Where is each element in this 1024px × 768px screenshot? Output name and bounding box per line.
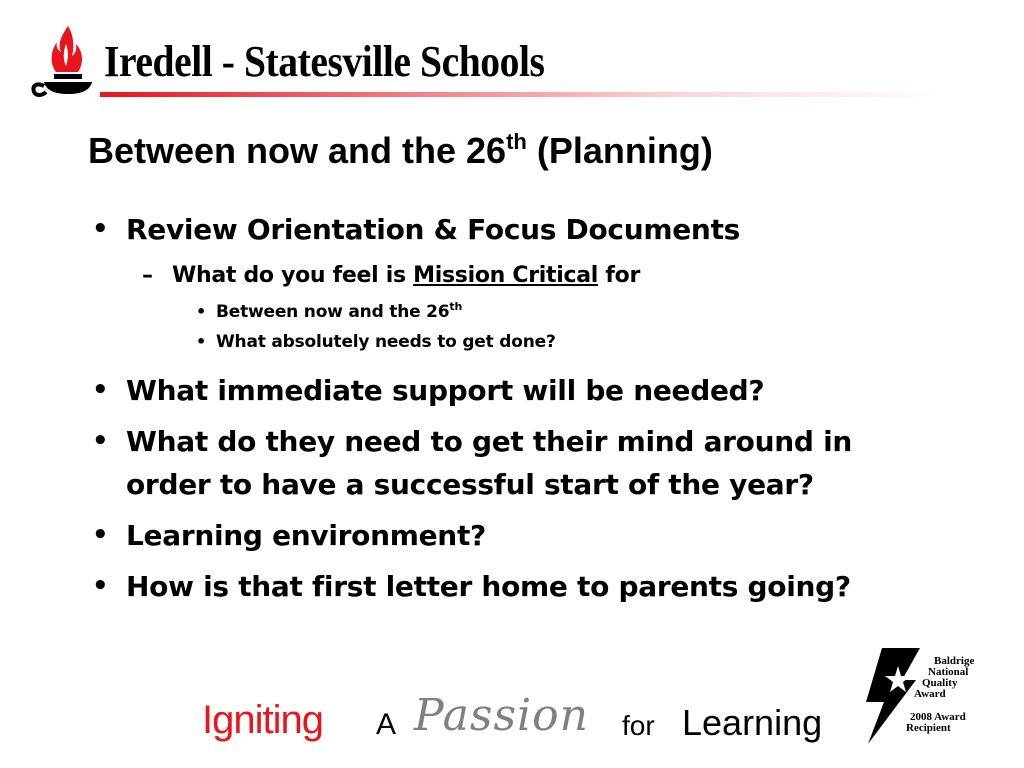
- bullet-dot-icon: •: [92, 571, 109, 601]
- bullet-dot-icon: •: [92, 375, 109, 405]
- bullet-list: [90, 208, 970, 616]
- bullet-dot-icon: •: [92, 520, 109, 550]
- award-line: Recipient: [906, 722, 951, 734]
- dash-icon: –: [142, 263, 153, 288]
- school-name: Iredell - Statesville Schools: [104, 37, 545, 86]
- title-text: Between now and the 26: [88, 130, 507, 171]
- bullet-dot-icon: •: [92, 426, 109, 456]
- bullet-group-1: [90, 208, 970, 357]
- sub-bullet-underlined: Mission Critical: [413, 263, 598, 288]
- sub-bullet-prefix: What do you feel is: [172, 263, 414, 288]
- slogan-a: A: [376, 708, 397, 741]
- bullet-dot-icon: •: [196, 302, 207, 321]
- bullet-text: What immediate support will be needed?: [126, 374, 765, 407]
- bullet-dot-icon: •: [196, 332, 207, 351]
- sub-sub-bullet-superscript: th: [449, 300, 463, 313]
- sub-bullet-item: [90, 259, 970, 293]
- award-line: Baldrige: [934, 655, 975, 667]
- bullet-text: Learning environment?: [126, 519, 486, 552]
- title-superscript: th: [506, 129, 527, 154]
- title-suffix: (Planning): [526, 130, 713, 171]
- sub-sub-bullet-text: Between now and the 26: [216, 302, 450, 322]
- sub-sub-bullet-item: [90, 327, 970, 357]
- bullet-item: [90, 208, 970, 251]
- header-divider: [100, 92, 940, 97]
- award-line: National: [928, 666, 969, 678]
- bullet-text: How is that first letter home to parents going?: [126, 570, 851, 603]
- slide-title: [88, 130, 713, 172]
- bullet-text-line-1: What do they need to get their mind around in: [126, 425, 853, 458]
- flame-lamp-icon: [30, 22, 102, 104]
- bullet-dot-icon: •: [92, 214, 109, 244]
- bullet-text: Review Orientation & Focus Documents: [126, 213, 741, 246]
- slogan-learning: Learning: [682, 702, 823, 743]
- bullet-text-line-2: order to have a successful start of the year?: [126, 468, 814, 501]
- baldrige-award-badge: [858, 646, 998, 746]
- bullet-item: [90, 420, 970, 506]
- slide-header: [0, 0, 1024, 110]
- slogan-for: for: [622, 710, 655, 741]
- slogan-igniting: Igniting: [202, 698, 323, 742]
- sub-sub-bullet-item: [90, 297, 970, 327]
- slogan-passion: Passion: [414, 690, 589, 741]
- bullet-item: [90, 369, 970, 412]
- bullet-item: [90, 565, 970, 608]
- sub-bullet-suffix: for: [598, 263, 640, 288]
- sub-sub-bullet-text: What absolutely needs to get done?: [216, 332, 556, 352]
- award-line: Award: [914, 688, 946, 700]
- award-text: [906, 655, 975, 734]
- award-line: 2008 Award: [910, 711, 966, 723]
- award-line: Quality: [922, 677, 958, 689]
- bullet-item: [90, 514, 970, 557]
